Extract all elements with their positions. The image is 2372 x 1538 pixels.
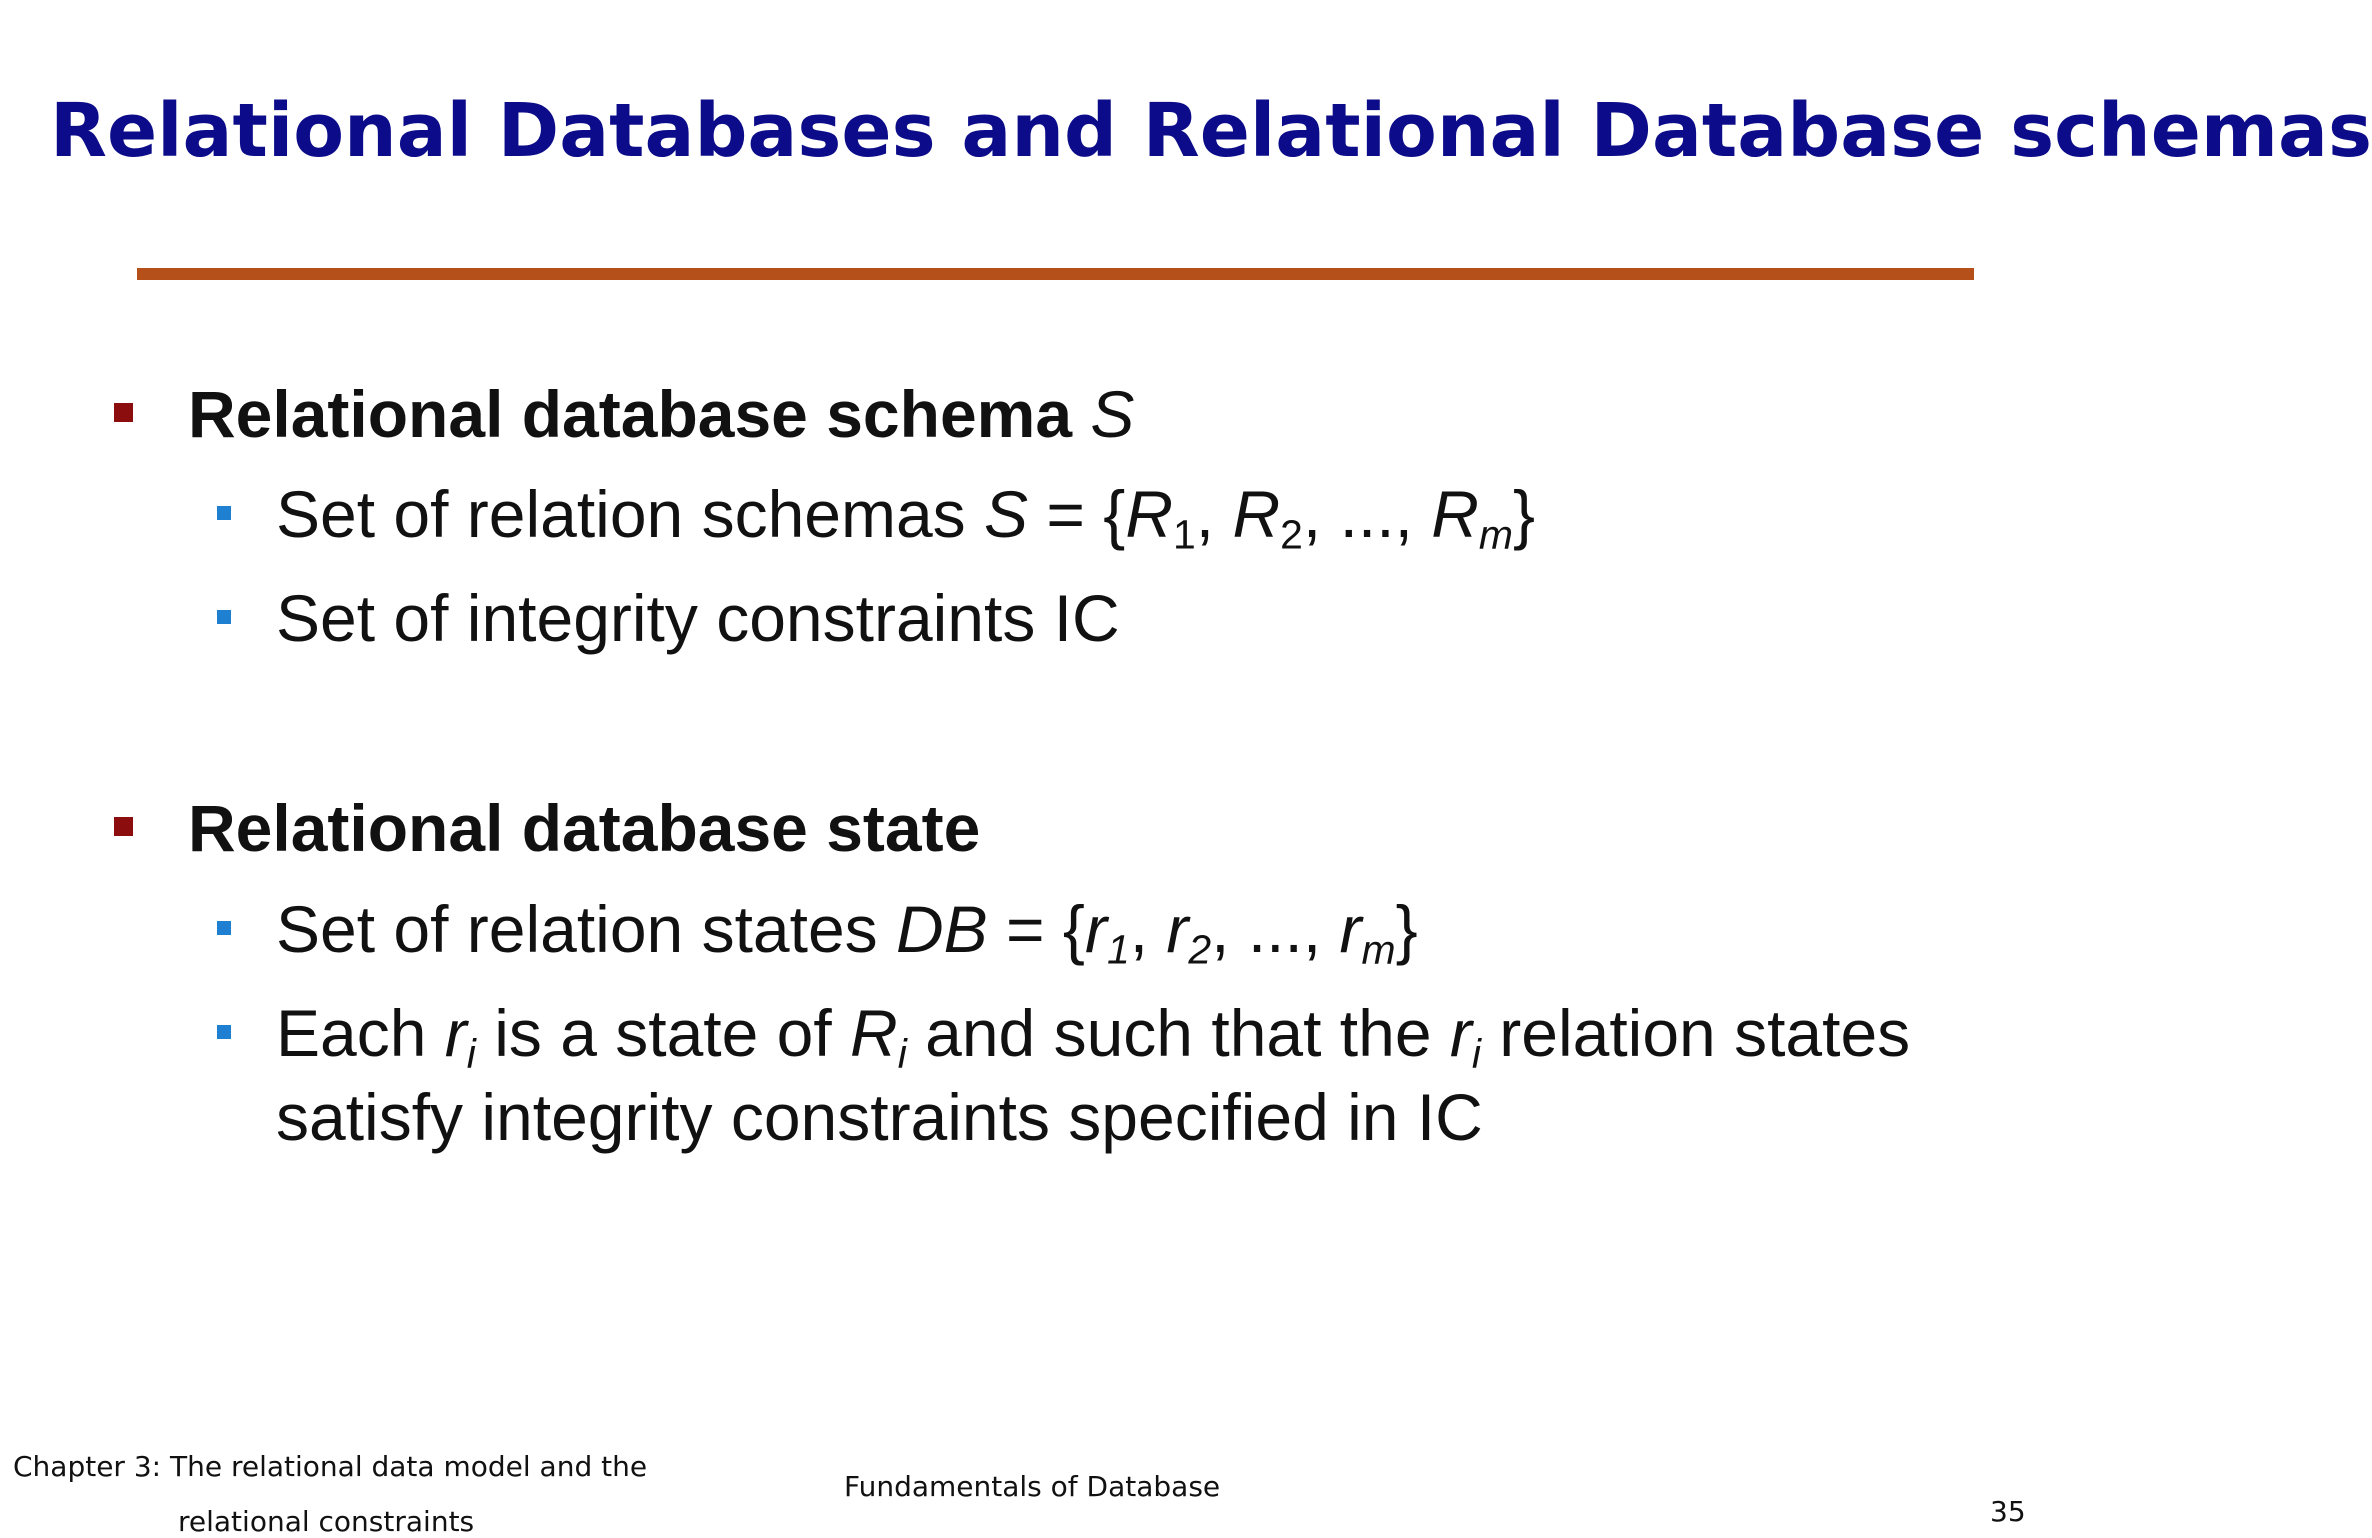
subscript: 1 (1106, 926, 1130, 973)
heading-variable: S (1090, 377, 1135, 451)
footer-course: Fundamentals of Database (844, 1470, 1221, 1503)
item-text: Each (276, 996, 445, 1070)
item-text: is a state of (475, 996, 851, 1070)
item-text: , (1195, 477, 1233, 551)
var-ri: r (444, 996, 467, 1070)
item-integrity-constraints: Set of integrity constraints IC (276, 581, 1120, 655)
item-text: } (1513, 477, 1536, 551)
var-s: S (984, 477, 1029, 551)
item-text: = { (1028, 477, 1126, 551)
section-heading-schema (188, 376, 1134, 452)
var-ri: r (1449, 996, 1472, 1070)
section-heading-state: Relational database state (188, 791, 981, 865)
var-db: DB (896, 892, 988, 966)
subscript: i (1471, 1030, 1481, 1077)
page-number: 35 (1990, 1495, 2026, 1528)
bullet-marker-level2 (217, 610, 231, 624)
subscript: i (897, 1030, 907, 1077)
bullet-marker-level1 (114, 817, 133, 836)
title-divider (137, 268, 1974, 280)
item-text: , ..., (1211, 892, 1340, 966)
item-text: Set of relation states (276, 892, 897, 966)
heading-text: Relational database schema (188, 377, 1073, 451)
item-each-ri-line2: satisfy integrity constraints specified in IC (276, 1080, 1483, 1154)
subscript: 2 (1188, 926, 1212, 973)
item-relation-schemas (276, 476, 1536, 558)
var-rm: r (1339, 892, 1362, 966)
subscript: m (1478, 511, 1513, 558)
var-r1: r (1084, 892, 1107, 966)
var-r1: R (1125, 477, 1173, 551)
item-text: Set of relation schemas (276, 477, 985, 551)
slide-title: Relational Databases and Relational Database schemas (50, 88, 2372, 174)
subscript: i (466, 1030, 476, 1077)
bullet-marker-level2 (217, 921, 231, 935)
footer-chapter-line1: Chapter 3: The relational data model and the (13, 1450, 648, 1483)
var-r2: R (1232, 477, 1281, 551)
subscript: 2 (1280, 511, 1303, 558)
bullet-marker-level2 (217, 1025, 231, 1039)
item-text: , (1129, 892, 1167, 966)
subscript: m (1361, 926, 1396, 973)
item-text: and such that the (906, 996, 1450, 1070)
item-text: } (1395, 892, 1418, 966)
subscript: 1 (1173, 511, 1196, 558)
item-each-ri-line1 (276, 995, 1911, 1077)
var-rm: R (1431, 477, 1479, 551)
var-r2: r (1166, 892, 1189, 966)
var-Ri: R (850, 996, 898, 1070)
item-text: , ..., (1302, 477, 1432, 551)
bullet-marker-level1 (114, 403, 133, 422)
bullet-marker-level2 (217, 506, 231, 520)
item-relation-states (276, 891, 1418, 973)
item-text: = { (987, 892, 1085, 966)
footer-chapter-line2: relational constraints (178, 1505, 475, 1538)
item-text: relation states (1480, 996, 1911, 1070)
